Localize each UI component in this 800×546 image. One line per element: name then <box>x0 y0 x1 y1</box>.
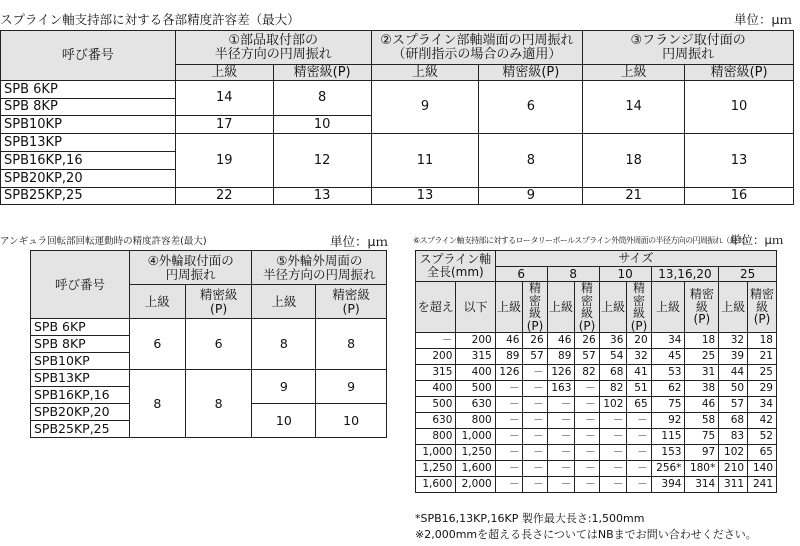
table-row <box>416 413 777 429</box>
t3-header-size: サイズ <box>495 251 776 267</box>
t3-cell: 38 <box>685 381 719 397</box>
t1-cell: 17 <box>175 116 273 134</box>
t3-cell: － <box>599 477 627 493</box>
t3-cell: － <box>575 461 599 477</box>
t3-cell: 34 <box>651 333 685 349</box>
t3-cell: － <box>523 461 547 477</box>
t3-cell: － <box>495 445 523 461</box>
t1-cell: 6 <box>479 81 583 134</box>
table1-title: スプライン軸支持部に対する各部精度許容差（最大） <box>0 12 300 27</box>
t3-length-under: 315 <box>456 349 495 365</box>
t1-model: SPB16KP,16 <box>1 152 176 170</box>
t3-cell: 36 <box>599 333 627 349</box>
t3-cell: 58 <box>685 413 719 429</box>
t3-length-over: 200 <box>416 349 456 365</box>
t3-length-under: 630 <box>456 397 495 413</box>
t3-cell: 311 <box>719 477 748 493</box>
t2-cell: 10 <box>316 404 387 438</box>
t1-cell: 10 <box>685 81 794 134</box>
table1 <box>0 30 794 205</box>
t3-cell: 65 <box>627 397 651 413</box>
t2-model: SPB 8KP <box>31 336 130 353</box>
t3-size: 25 <box>719 267 777 282</box>
table-row <box>416 381 777 397</box>
t3-cell: － <box>575 477 599 493</box>
t3-sub-high: 上級 <box>719 282 748 333</box>
t3-cell: 41 <box>627 365 651 381</box>
t3-cell: － <box>495 397 523 413</box>
t1-cell: 16 <box>685 188 794 205</box>
t1-cell: 14 <box>583 81 685 134</box>
t3-cell: － <box>627 413 651 429</box>
t2-cell: 9 <box>316 370 387 404</box>
t3-cell: 42 <box>748 413 777 429</box>
t3-cell: － <box>523 365 547 381</box>
t3-length-over: － <box>416 333 456 349</box>
t3-cell: － <box>599 413 627 429</box>
table-row <box>416 349 777 365</box>
t3-sub-p: 精密級 (P) <box>523 282 547 333</box>
t3-cell: 20 <box>627 333 651 349</box>
t3-cell: － <box>599 445 627 461</box>
t2-model: SPB 6KP <box>31 319 130 336</box>
t3-cell: 126 <box>547 365 575 381</box>
t3-header-shaft: スプライン軸 全長(mm) <box>416 251 496 282</box>
t3-cell: 241 <box>748 477 777 493</box>
t3-cell: 140 <box>748 461 777 477</box>
t3-header-under: 以下 <box>456 282 495 333</box>
t3-cell: 115 <box>651 429 685 445</box>
t3-cell: 44 <box>719 365 748 381</box>
t1-sub-high: 上級 <box>175 65 273 81</box>
t3-cell: 126 <box>495 365 523 381</box>
t3-length-over: 1,250 <box>416 461 456 477</box>
t3-cell: 46 <box>685 397 719 413</box>
t3-cell: 31 <box>685 365 719 381</box>
t3-cell: － <box>495 381 523 397</box>
t3-cell: 62 <box>651 381 685 397</box>
t3-sub-high: 上級 <box>547 282 575 333</box>
t1-cell: 10 <box>273 116 371 134</box>
t3-cell: － <box>575 397 599 413</box>
t1-header-name: 呼び番号 <box>1 31 176 81</box>
t3-cell: 57 <box>575 349 599 365</box>
table-row <box>416 429 777 445</box>
t3-length-under: 2,000 <box>456 477 495 493</box>
t3-cell: 46 <box>495 333 523 349</box>
table3-unit: 単位：μｍ <box>730 233 784 247</box>
t1-cell: 22 <box>175 188 273 205</box>
table-row <box>416 461 777 477</box>
table-row <box>416 445 777 461</box>
t2-cell: 10 <box>252 404 316 438</box>
t3-sub-p: 精密級 (P) <box>627 282 651 333</box>
t3-cell: － <box>627 445 651 461</box>
t3-length-under: 1,000 <box>456 429 495 445</box>
t3-length-under: 1,250 <box>456 445 495 461</box>
t3-cell: － <box>547 461 575 477</box>
t1-model: SPB 6KP <box>1 81 176 99</box>
t3-cell: － <box>575 413 599 429</box>
t3-cell: － <box>495 413 523 429</box>
t1-sub-high: 上級 <box>583 65 685 81</box>
t3-cell: － <box>627 429 651 445</box>
t3-cell: － <box>523 381 547 397</box>
t2-model: SPB13KP <box>31 370 130 387</box>
t1-cell: 8 <box>273 81 371 116</box>
t2-model: SPB16KP,16 <box>31 387 130 404</box>
t1-cell: 9 <box>479 188 583 205</box>
t3-cell: 92 <box>651 413 685 429</box>
t3-cell: － <box>495 477 523 493</box>
t3-cell: － <box>599 429 627 445</box>
t3-cell: － <box>575 429 599 445</box>
t1-cell: 13 <box>371 188 479 205</box>
t3-cell: 102 <box>599 397 627 413</box>
t1-cell: 14 <box>175 81 273 116</box>
t3-cell: 68 <box>599 365 627 381</box>
t1-model: SPB20KP,20 <box>1 170 176 188</box>
t3-cell: － <box>547 413 575 429</box>
t3-cell: － <box>599 461 627 477</box>
table-row <box>416 333 777 349</box>
t3-length-over: 800 <box>416 429 456 445</box>
t1-cell: 18 <box>583 134 685 188</box>
t3-cell: 57 <box>523 349 547 365</box>
t3-cell: 39 <box>719 349 748 365</box>
t3-cell: － <box>627 461 651 477</box>
t3-cell: 82 <box>575 365 599 381</box>
t3-cell: 53 <box>651 365 685 381</box>
t3-cell: 46 <box>547 333 575 349</box>
t2-cell: 8 <box>129 370 185 438</box>
t2-cell: 8 <box>185 370 252 438</box>
t2-header-5: ⑤外輪外周面の 半径方向の円周振れ <box>252 251 387 285</box>
t1-header-2: ②スプライン部軸端面の円周振れ （研削指示の場合のみ適用） <box>371 31 583 65</box>
t3-cell: － <box>523 397 547 413</box>
t3-length-over: 500 <box>416 397 456 413</box>
t3-cell: 256* <box>651 461 685 477</box>
table-row <box>416 477 777 493</box>
table3 <box>415 250 777 493</box>
t2-model: SPB10KP <box>31 353 130 370</box>
t3-length-under: 400 <box>456 365 495 381</box>
t3-cell: － <box>547 429 575 445</box>
t1-sub-p: 精密級(P) <box>685 65 794 81</box>
t3-cell: 89 <box>495 349 523 365</box>
t3-cell: 97 <box>685 445 719 461</box>
t3-cell: － <box>495 429 523 445</box>
t3-cell: － <box>523 429 547 445</box>
t3-sub-p: 精密級 (P) <box>575 282 599 333</box>
t3-cell: 153 <box>651 445 685 461</box>
t1-cell: 21 <box>583 188 685 205</box>
t2-cell: 9 <box>252 370 316 404</box>
t3-cell: － <box>523 445 547 461</box>
t3-cell: 45 <box>651 349 685 365</box>
t3-cell: 89 <box>547 349 575 365</box>
t1-cell: 19 <box>175 134 273 188</box>
t2-header-name: 呼び番号 <box>31 251 130 319</box>
t3-cell: － <box>547 477 575 493</box>
t3-cell: 29 <box>748 381 777 397</box>
t3-cell: 57 <box>719 397 748 413</box>
t1-cell: 8 <box>479 134 583 188</box>
t3-cell: － <box>523 477 547 493</box>
t3-cell: 210 <box>719 461 748 477</box>
t1-sub-p: 精密級(P) <box>479 65 583 81</box>
t3-cell: 32 <box>627 349 651 365</box>
t3-cell: 68 <box>719 413 748 429</box>
t3-cell: 314 <box>685 477 719 493</box>
t3-sub-p: 精密級 (P) <box>685 282 719 333</box>
t1-cell: 9 <box>371 81 479 134</box>
t1-model: SPB13KP <box>1 134 176 152</box>
table3-note-2: ※2,000mmを超える長さについてはNBまでお問い合わせください。 <box>415 528 757 541</box>
t1-header-1: ①部品取付部の 半径方向の円周振れ <box>175 31 371 65</box>
t3-cell: － <box>547 445 575 461</box>
table2-unit: 単位：μｍ <box>330 234 388 249</box>
t3-length-over: 1,000 <box>416 445 456 461</box>
t1-model: SPB 8KP <box>1 99 176 116</box>
t3-length-over: 1,600 <box>416 477 456 493</box>
table-row <box>416 365 777 381</box>
t3-cell: 52 <box>748 429 777 445</box>
t2-sub-p: 精密級 (P) <box>185 285 252 319</box>
t3-cell: － <box>547 397 575 413</box>
t3-length-under: 500 <box>456 381 495 397</box>
t2-sub-high: 上級 <box>252 285 316 319</box>
t3-cell: 26 <box>523 333 547 349</box>
t2-cell: 8 <box>252 319 316 370</box>
t1-cell: 12 <box>273 134 371 188</box>
t3-sub-p: 精密級 (P) <box>748 282 777 333</box>
t1-model: SPB10KP <box>1 116 176 134</box>
t1-cell: 11 <box>371 134 479 188</box>
t1-sub-high: 上級 <box>371 65 479 81</box>
t3-length-over: 315 <box>416 365 456 381</box>
table3-note-1: *SPB16,13KP,16KP 製作最大長さ:1,500mm <box>415 512 645 525</box>
t3-cell: 18 <box>685 333 719 349</box>
t3-size: 6 <box>495 267 547 282</box>
t3-cell: 50 <box>719 381 748 397</box>
t3-sub-high: 上級 <box>495 282 523 333</box>
t2-sub-p: 精密級 (P) <box>316 285 387 319</box>
t3-header-over: を超え <box>416 282 456 333</box>
t1-header-3: ③フランジ取付面の 円周振れ <box>583 31 794 65</box>
t3-length-under: 1,600 <box>456 461 495 477</box>
t2-model: SPB20KP,20 <box>31 404 130 421</box>
t3-cell: － <box>627 477 651 493</box>
t2-sub-high: 上級 <box>129 285 185 319</box>
t3-sub-high: 上級 <box>599 282 627 333</box>
t3-cell: 75 <box>685 429 719 445</box>
t3-cell: 54 <box>599 349 627 365</box>
t3-cell: 34 <box>748 397 777 413</box>
t3-length-over: 400 <box>416 381 456 397</box>
t3-cell: 25 <box>685 349 719 365</box>
t3-cell: 75 <box>651 397 685 413</box>
t3-cell: 26 <box>575 333 599 349</box>
t3-cell: 51 <box>627 381 651 397</box>
t2-model: SPB25KP,25 <box>31 421 130 438</box>
table1-unit: 単位：μｍ <box>734 12 792 27</box>
t3-size: 8 <box>547 267 599 282</box>
t1-sub-p: 精密級(P) <box>273 65 371 81</box>
t3-cell: － <box>575 381 599 397</box>
t3-cell: 102 <box>719 445 748 461</box>
table2-title: アンギュラ回転部回転運動時の精度許容差(最大) <box>0 236 207 247</box>
table2 <box>30 250 387 438</box>
table-row <box>416 397 777 413</box>
t3-cell: 82 <box>599 381 627 397</box>
t3-sub-high: 上級 <box>651 282 685 333</box>
t3-cell: 180* <box>685 461 719 477</box>
t3-size: 13,16,20 <box>651 267 719 282</box>
t1-cell: 13 <box>685 134 794 188</box>
t3-length-over: 630 <box>416 413 456 429</box>
t3-cell: － <box>495 461 523 477</box>
t1-model: SPB25KP,25 <box>1 188 176 205</box>
t3-cell: － <box>575 445 599 461</box>
t3-length-under: 800 <box>456 413 495 429</box>
t3-cell: 18 <box>748 333 777 349</box>
t3-cell: 32 <box>719 333 748 349</box>
t2-cell: 8 <box>316 319 387 370</box>
t3-cell: 83 <box>719 429 748 445</box>
t3-length-under: 200 <box>456 333 495 349</box>
t3-cell: 163 <box>547 381 575 397</box>
t3-cell: － <box>523 413 547 429</box>
t2-header-4: ④外輪取付面の 円周振れ <box>129 251 252 285</box>
t2-cell: 6 <box>185 319 252 370</box>
t3-cell: 21 <box>748 349 777 365</box>
t2-cell: 6 <box>129 319 185 370</box>
table3-title: ⑥スプライン軸支持部に対するロータリーボールスプライン外筒外周面の半径方向の円周振れ（最大） <box>413 236 752 245</box>
t3-size: 10 <box>599 267 651 282</box>
t3-cell: 25 <box>748 365 777 381</box>
t3-cell: 394 <box>651 477 685 493</box>
t3-cell: 65 <box>748 445 777 461</box>
t1-cell: 13 <box>273 188 371 205</box>
